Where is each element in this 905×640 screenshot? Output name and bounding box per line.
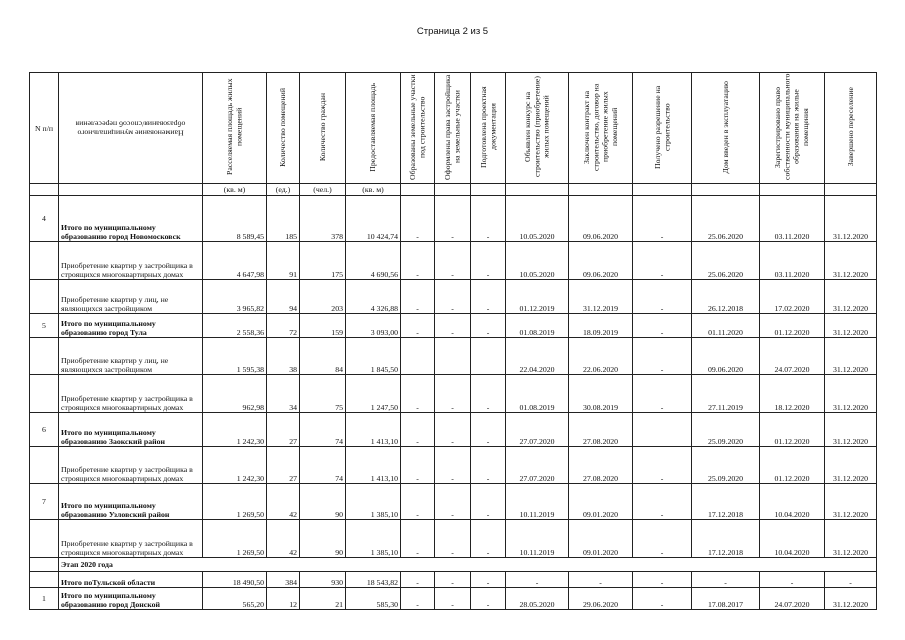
row-value: 159 bbox=[300, 314, 346, 338]
row-value: 34 bbox=[267, 375, 300, 413]
row-value: - bbox=[633, 314, 692, 338]
row-value: 01.12.2019 bbox=[506, 280, 569, 314]
header-cell: Расселяемая площадь жилых помещений bbox=[203, 73, 267, 184]
row-number bbox=[30, 520, 59, 558]
row-value: - bbox=[471, 196, 506, 242]
unit-cell bbox=[633, 184, 692, 196]
row-value: 175 bbox=[300, 242, 346, 280]
row-value: 25.06.2020 bbox=[692, 242, 760, 280]
row-value: 17.02.2020 bbox=[760, 280, 825, 314]
row-value: 01.12.2020 bbox=[760, 447, 825, 484]
row-value: 1 595,38 bbox=[203, 338, 267, 375]
row-value: - bbox=[633, 242, 692, 280]
row-value: 1 845,50 bbox=[346, 338, 401, 375]
unit-cell bbox=[569, 184, 633, 196]
row-value: 09.01.2020 bbox=[569, 484, 633, 520]
row-value: 10 424,74 bbox=[346, 196, 401, 242]
row-value: 31.12.2020 bbox=[825, 375, 877, 413]
row-value: 1 413,10 bbox=[346, 447, 401, 484]
row-value: 1 413,10 bbox=[346, 413, 401, 447]
row-value: - bbox=[471, 242, 506, 280]
row-value: - bbox=[401, 520, 435, 558]
table-row bbox=[30, 413, 877, 447]
row-value: - bbox=[471, 588, 506, 610]
row-value bbox=[401, 338, 435, 375]
row-value: 10.05.2020 bbox=[506, 242, 569, 280]
row-name: Итого по муниципальному образованию город Донской bbox=[59, 588, 203, 610]
row-number bbox=[30, 338, 59, 375]
row-value: 01.11.2020 bbox=[692, 314, 760, 338]
row-number: 4 bbox=[30, 196, 59, 242]
row-value: - bbox=[692, 572, 760, 588]
row-value: - bbox=[633, 338, 692, 375]
row-value: 21 bbox=[300, 588, 346, 610]
row-value: - bbox=[401, 484, 435, 520]
row-value: - bbox=[825, 572, 877, 588]
row-value bbox=[435, 338, 471, 375]
row-value: 30.08.2019 bbox=[569, 375, 633, 413]
row-value: 72 bbox=[267, 314, 300, 338]
row-value: 03.11.2020 bbox=[760, 196, 825, 242]
table-row bbox=[30, 314, 877, 338]
table-row bbox=[30, 242, 877, 280]
row-value: - bbox=[435, 520, 471, 558]
row-value: 565,20 bbox=[203, 588, 267, 610]
row-value: 01.12.2020 bbox=[760, 413, 825, 447]
header-cell: Получено разрешение на строительство bbox=[633, 73, 692, 184]
row-value: 31.12.2020 bbox=[825, 196, 877, 242]
row-value: - bbox=[633, 280, 692, 314]
table-row bbox=[30, 447, 877, 484]
row-value: 8 589,45 bbox=[203, 196, 267, 242]
row-value: 01.12.2020 bbox=[760, 314, 825, 338]
row-value: 585,30 bbox=[346, 588, 401, 610]
row-value: 27 bbox=[267, 413, 300, 447]
row-value: 31.12.2020 bbox=[825, 242, 877, 280]
unit-cell bbox=[692, 184, 760, 196]
header-cell: Образованы земельные участки под строительство bbox=[401, 73, 435, 184]
row-value: - bbox=[435, 375, 471, 413]
unit-cell bbox=[825, 184, 877, 196]
row-value: 10.04.2020 bbox=[760, 520, 825, 558]
row-value: - bbox=[401, 196, 435, 242]
row-value: 17.12.2018 bbox=[692, 520, 760, 558]
row-value: - bbox=[401, 588, 435, 610]
row-value: 31.12.2019 bbox=[569, 280, 633, 314]
row-value: - bbox=[471, 447, 506, 484]
table-row bbox=[30, 375, 877, 413]
row-value: 185 bbox=[267, 196, 300, 242]
header-cell: Предоставляемая площадь bbox=[346, 73, 401, 184]
row-value: - bbox=[435, 196, 471, 242]
row-value: - bbox=[471, 280, 506, 314]
row-name: Приобретение квартир у застройщика в строящихся многоквартирных домах bbox=[59, 375, 203, 413]
row-value: 27.07.2020 bbox=[506, 447, 569, 484]
row-value: - bbox=[435, 447, 471, 484]
table-row bbox=[30, 520, 877, 558]
header-cell: Подготовлена проектная документация bbox=[471, 73, 506, 184]
row-number bbox=[30, 447, 59, 484]
row-value: 01.08.2019 bbox=[506, 375, 569, 413]
table-row bbox=[30, 338, 877, 375]
row-value: 4 647,98 bbox=[203, 242, 267, 280]
row-value: 3 965,82 bbox=[203, 280, 267, 314]
row-value: 31.12.2020 bbox=[825, 314, 877, 338]
row-value bbox=[633, 413, 692, 447]
row-number bbox=[30, 242, 59, 280]
row-value: - bbox=[401, 572, 435, 588]
row-value: 25.06.2020 bbox=[692, 196, 760, 242]
row-name: Итого поТульской области bbox=[59, 572, 203, 588]
row-value: 27.08.2020 bbox=[569, 447, 633, 484]
row-value: - bbox=[401, 314, 435, 338]
row-value: 74 bbox=[300, 447, 346, 484]
unit-cell bbox=[471, 184, 506, 196]
row-value: 930 bbox=[300, 572, 346, 588]
unit-cell bbox=[760, 184, 825, 196]
row-value: 10.05.2020 bbox=[506, 196, 569, 242]
row-value: - bbox=[471, 520, 506, 558]
row-name: Итого по муниципальному образованию Узловский район bbox=[59, 484, 203, 520]
row-value: - bbox=[435, 413, 471, 447]
row-value: - bbox=[435, 314, 471, 338]
row-value: 2 558,36 bbox=[203, 314, 267, 338]
row-value: 90 bbox=[300, 484, 346, 520]
row-value: - bbox=[435, 588, 471, 610]
row-value: - bbox=[435, 280, 471, 314]
row-value: 27.08.2020 bbox=[569, 413, 633, 447]
resettlement-table bbox=[29, 72, 877, 610]
row-value: 1 269,50 bbox=[203, 520, 267, 558]
row-value: 24.07.2020 bbox=[760, 338, 825, 375]
row-value: 18 543,82 bbox=[346, 572, 401, 588]
row-value: 09.06.2020 bbox=[569, 242, 633, 280]
stage-row bbox=[30, 558, 877, 572]
row-value: 1 242,30 bbox=[203, 413, 267, 447]
row-value: - bbox=[471, 375, 506, 413]
row-value: 203 bbox=[300, 280, 346, 314]
row-name: Приобретение квартир у застройщика в строящихся многоквартирных домах bbox=[59, 520, 203, 558]
header-row bbox=[30, 73, 877, 184]
row-value: 24.07.2020 bbox=[760, 588, 825, 610]
row-name: Приобретение квартир у застройщика в строящихся многоквартирных домах bbox=[59, 447, 203, 484]
row-value: 09.06.2020 bbox=[569, 196, 633, 242]
unit-cell bbox=[59, 184, 203, 196]
row-value: 42 bbox=[267, 484, 300, 520]
row-name: Приобретение квартир у лиц, не являющихся застройщиком bbox=[59, 280, 203, 314]
row-value: 10.04.2020 bbox=[760, 484, 825, 520]
region-total-row bbox=[30, 572, 877, 588]
row-value: 18.12.2020 bbox=[760, 375, 825, 413]
row-number: 5 bbox=[30, 314, 59, 338]
row-value: 25.09.2020 bbox=[692, 447, 760, 484]
row-value: 4 326,88 bbox=[346, 280, 401, 314]
row-value bbox=[471, 338, 506, 375]
row-value: 17.08.2017 bbox=[692, 588, 760, 610]
row-value: 25.09.2020 bbox=[692, 413, 760, 447]
row-value: 42 bbox=[267, 520, 300, 558]
unit-cell: (ед.) bbox=[267, 184, 300, 196]
row-number: 7 bbox=[30, 484, 59, 520]
row-value: 27 bbox=[267, 447, 300, 484]
row-value: 22.06.2020 bbox=[569, 338, 633, 375]
row-value: 91 bbox=[267, 242, 300, 280]
header-cell: Количество помещений bbox=[267, 73, 300, 184]
row-value: 94 bbox=[267, 280, 300, 314]
row-value: - bbox=[633, 375, 692, 413]
row-name: Приобретение квартир у застройщика в строящихся многоквартирных домах bbox=[59, 242, 203, 280]
row-value: 1 247,50 bbox=[346, 375, 401, 413]
row-value: - bbox=[633, 572, 692, 588]
stage-label: Этап 2020 года bbox=[59, 558, 877, 572]
row-value: - bbox=[401, 280, 435, 314]
row-value: 378 bbox=[300, 196, 346, 242]
row-value: 31.12.2020 bbox=[825, 484, 877, 520]
row-value: 962,98 bbox=[203, 375, 267, 413]
row-number bbox=[30, 572, 59, 588]
row-value: 10.11.2019 bbox=[506, 484, 569, 520]
row-name: Приобретение квартир у лиц, не являющихся застройщиком bbox=[59, 338, 203, 375]
row-value: - bbox=[471, 413, 506, 447]
header-cell: Наименование муниципального образования/способ переселения bbox=[59, 73, 203, 184]
page-label: Страница 2 из 5 bbox=[416, 26, 489, 37]
row-value: 09.01.2020 bbox=[569, 520, 633, 558]
row-value: 1 242,30 bbox=[203, 447, 267, 484]
row-value: - bbox=[633, 484, 692, 520]
row-value: 75 bbox=[300, 375, 346, 413]
header-cell: Количество граждан bbox=[300, 73, 346, 184]
unit-cell bbox=[30, 184, 59, 196]
header-cell: Зарегистрировано право собственности муниципального образования на жилые помещения bbox=[760, 73, 825, 184]
row-value: - bbox=[471, 314, 506, 338]
header-cell: Оформлены права застройщика на земельные участки bbox=[435, 73, 471, 184]
table-row bbox=[30, 588, 877, 610]
row-value: 26.12.2018 bbox=[692, 280, 760, 314]
row-value: 29.06.2020 bbox=[569, 588, 633, 610]
row-value: - bbox=[569, 572, 633, 588]
row-value: 1 385,10 bbox=[346, 484, 401, 520]
row-value: - bbox=[506, 572, 569, 588]
row-value: 01.08.2019 bbox=[506, 314, 569, 338]
row-value: 12 bbox=[267, 588, 300, 610]
header-cell: Объявлен конкурс на строительство (приобретение) жилых помещений bbox=[506, 73, 569, 184]
row-value: 1 269,50 bbox=[203, 484, 267, 520]
row-name: Итого по муниципальному образованию город Новомосковск bbox=[59, 196, 203, 242]
row-value: 38 bbox=[267, 338, 300, 375]
row-value: - bbox=[435, 242, 471, 280]
row-name: Итого по муниципальному образованию город Тула bbox=[59, 314, 203, 338]
header-cell: N п/п bbox=[30, 73, 59, 184]
unit-cell bbox=[506, 184, 569, 196]
unit-cell: (кв. м) bbox=[203, 184, 267, 196]
row-value: - bbox=[633, 196, 692, 242]
row-value: 84 bbox=[300, 338, 346, 375]
row-value: 17.12.2018 bbox=[692, 484, 760, 520]
row-number: 6 bbox=[30, 413, 59, 447]
row-value: 10.11.2019 bbox=[506, 520, 569, 558]
row-value: - bbox=[401, 447, 435, 484]
table-row bbox=[30, 484, 877, 520]
row-value: - bbox=[401, 242, 435, 280]
row-value: 4 690,56 bbox=[346, 242, 401, 280]
row-value: 31.12.2020 bbox=[825, 338, 877, 375]
row-value: 31.12.2020 bbox=[825, 280, 877, 314]
row-value: 03.11.2020 bbox=[760, 242, 825, 280]
row-value: 31.12.2020 bbox=[825, 588, 877, 610]
header-cell: Завершено переселение bbox=[825, 73, 877, 184]
row-value: - bbox=[471, 484, 506, 520]
row-value: 31.12.2020 bbox=[825, 413, 877, 447]
row-value: 27.07.2020 bbox=[506, 413, 569, 447]
row-value: 27.11.2019 bbox=[692, 375, 760, 413]
row-number bbox=[30, 558, 59, 572]
header-cell: Дом введен в эксплуатацию bbox=[692, 73, 760, 184]
row-value: - bbox=[401, 375, 435, 413]
unit-cell bbox=[435, 184, 471, 196]
row-value: 09.06.2020 bbox=[692, 338, 760, 375]
table-row bbox=[30, 280, 877, 314]
row-name: Итого по муниципальному образованию Заокский район bbox=[59, 413, 203, 447]
row-value: - bbox=[401, 413, 435, 447]
row-value: - bbox=[633, 520, 692, 558]
row-value: - bbox=[435, 572, 471, 588]
row-value: 18.09.2019 bbox=[569, 314, 633, 338]
row-value: - bbox=[633, 447, 692, 484]
row-number bbox=[30, 280, 59, 314]
table-row bbox=[30, 196, 877, 242]
row-value: 22.04.2020 bbox=[506, 338, 569, 375]
row-value: - bbox=[633, 588, 692, 610]
row-value: 3 093,00 bbox=[346, 314, 401, 338]
row-value: - bbox=[760, 572, 825, 588]
row-value: - bbox=[435, 484, 471, 520]
row-value: 18 490,50 bbox=[203, 572, 267, 588]
unit-cell: (чел.) bbox=[300, 184, 346, 196]
row-value: 74 bbox=[300, 413, 346, 447]
unit-cell bbox=[401, 184, 435, 196]
table-body bbox=[30, 196, 877, 610]
unit-cell: (кв. м) bbox=[346, 184, 401, 196]
row-value: 31.12.2020 bbox=[825, 447, 877, 484]
row-value: 28.05.2020 bbox=[506, 588, 569, 610]
row-value: 90 bbox=[300, 520, 346, 558]
row-value: 384 bbox=[267, 572, 300, 588]
row-value: 1 385,10 bbox=[346, 520, 401, 558]
units-row bbox=[30, 184, 877, 196]
header-cell: Заключен контракт на строительство, договор на приобретение жилых помещений bbox=[569, 73, 633, 184]
row-number bbox=[30, 375, 59, 413]
row-value: 31.12.2020 bbox=[825, 520, 877, 558]
row-number: 1 bbox=[30, 588, 59, 610]
row-value: - bbox=[471, 572, 506, 588]
